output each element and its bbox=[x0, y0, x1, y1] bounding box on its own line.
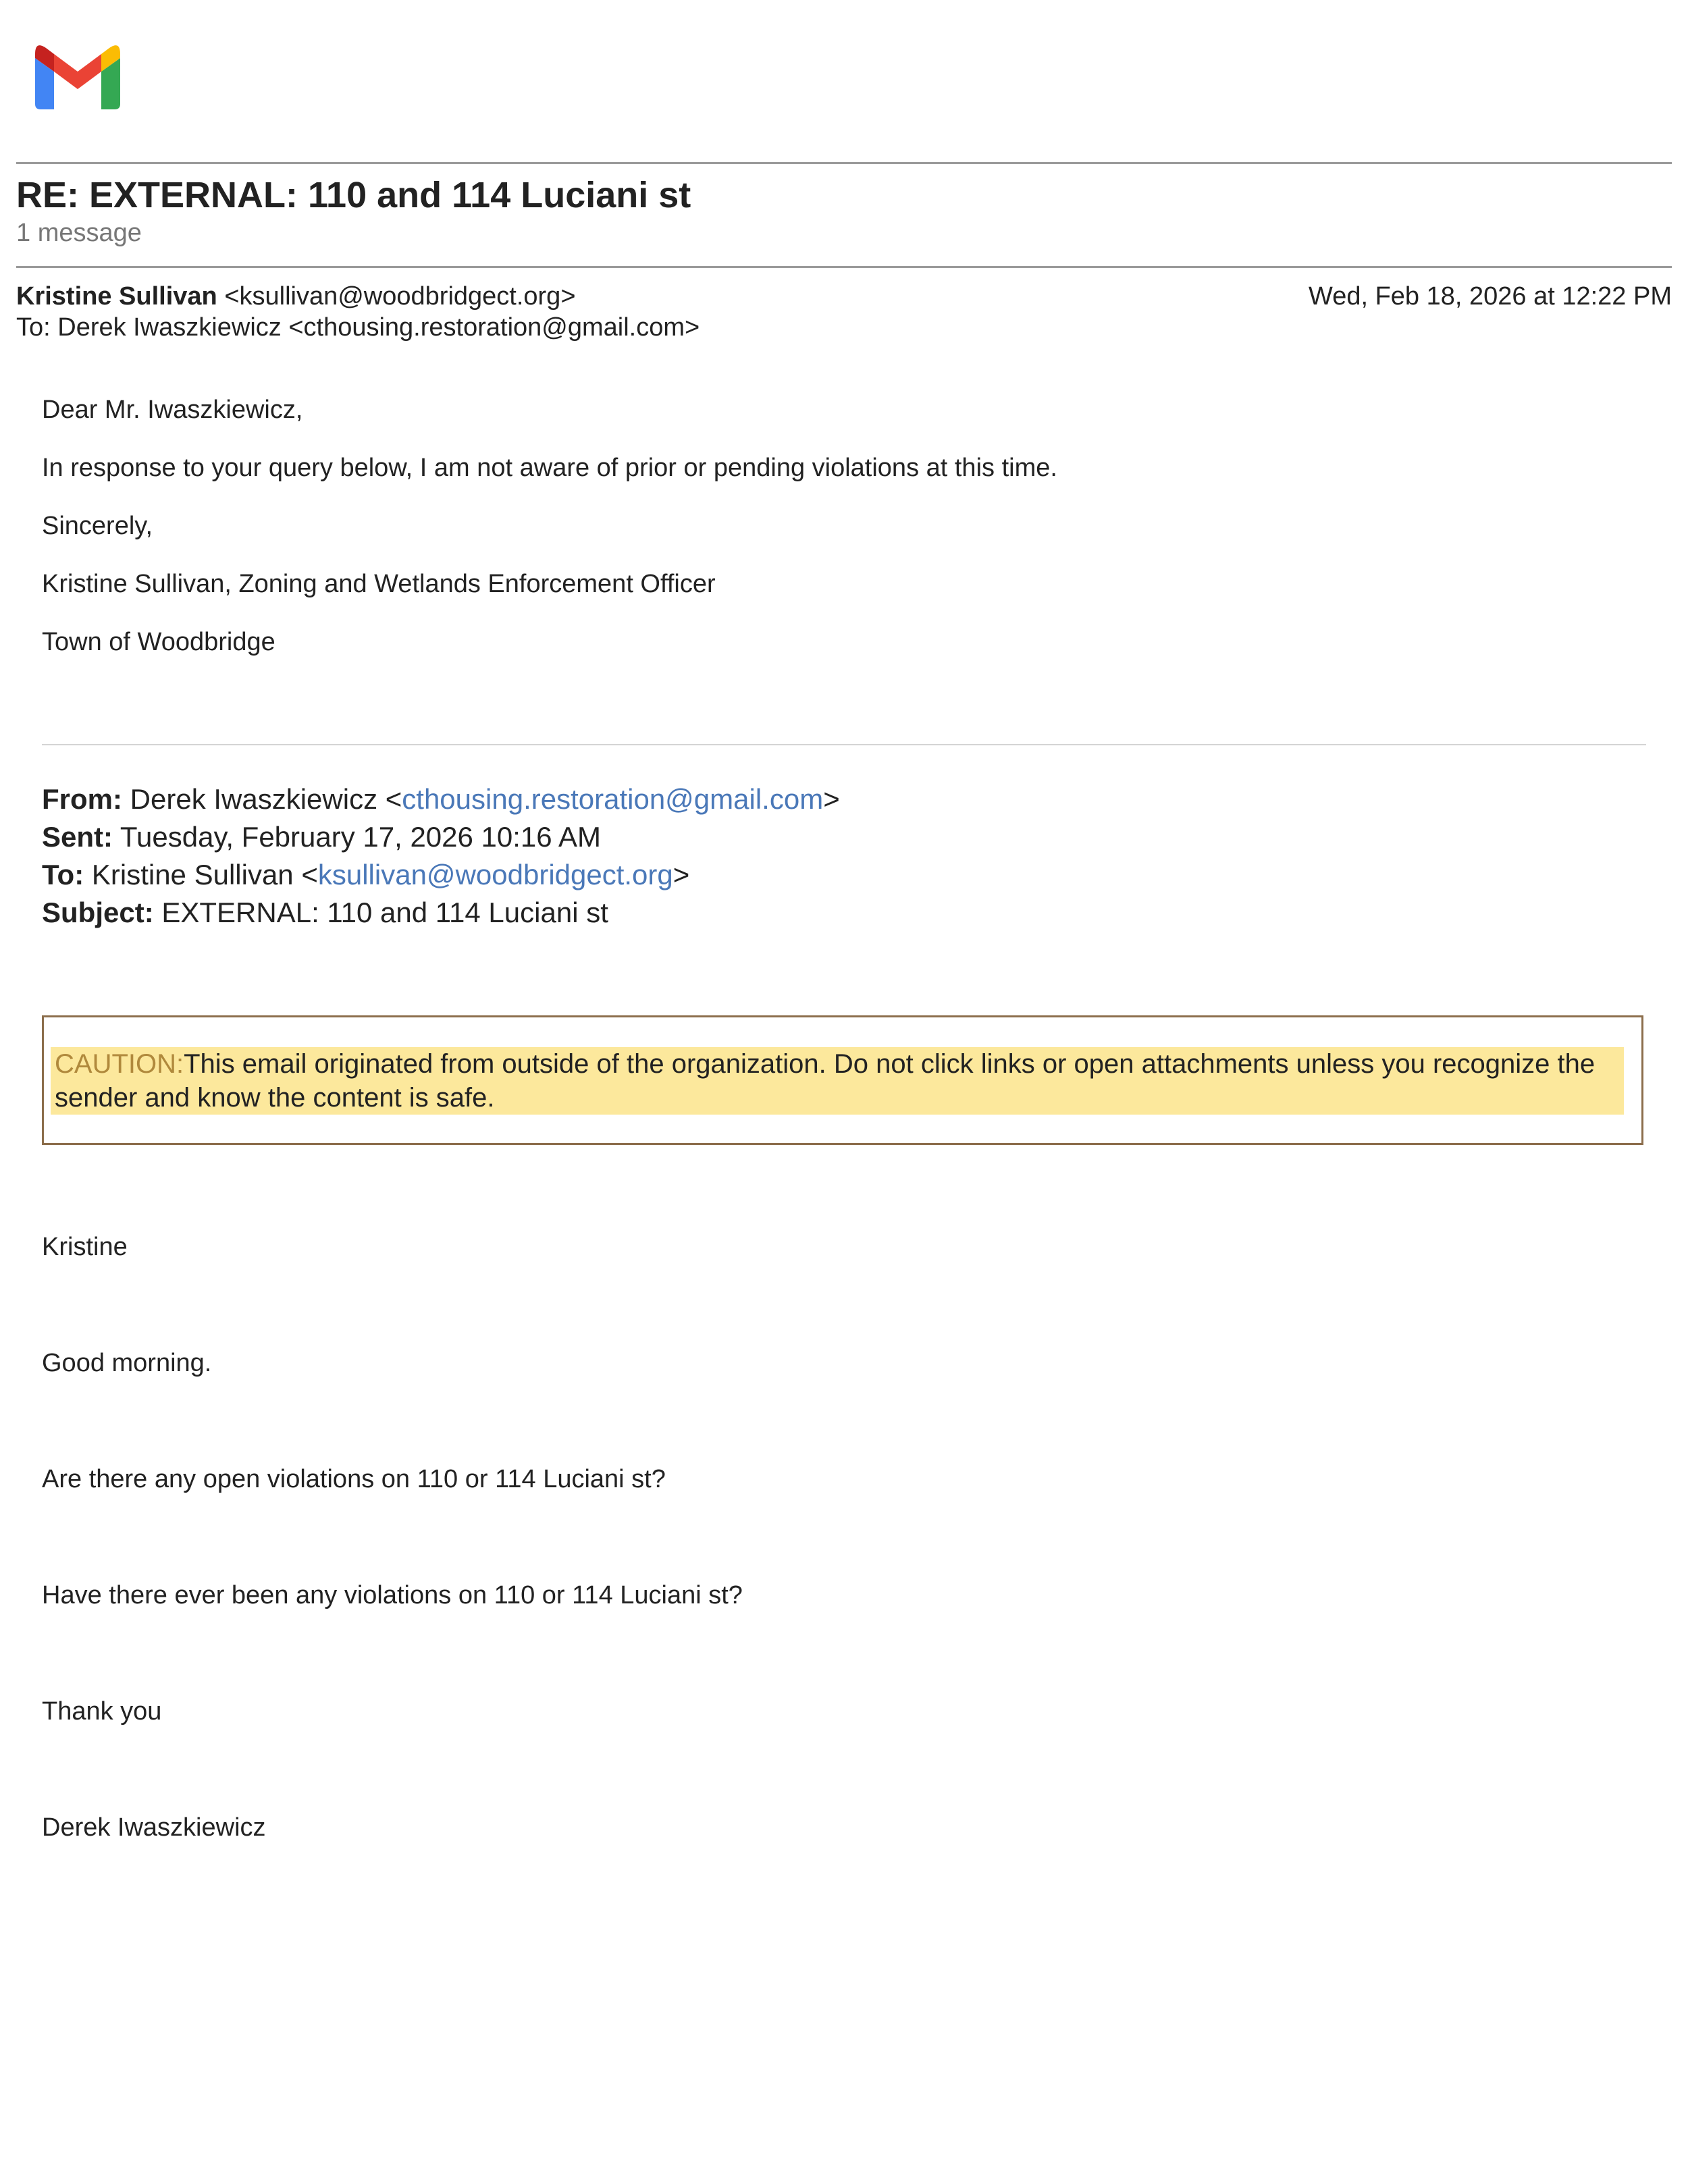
message-count: 1 message bbox=[16, 219, 142, 247]
caution-label: CAUTION: bbox=[55, 1049, 184, 1079]
quoted-from-line bbox=[42, 783, 840, 816]
sender-name: Kristine Sullivan bbox=[16, 282, 217, 311]
quoted-salutation: Kristine bbox=[42, 1233, 128, 1261]
quoted-divider bbox=[42, 744, 1646, 745]
quoted-to-close: > bbox=[672, 859, 690, 890]
signature-name: Kristine Sullivan, Zoning and Wetlands Enforcement Officer bbox=[42, 570, 716, 598]
signature-org: Town of Woodbridge bbox=[42, 628, 275, 656]
sender-email: <ksullivan@woodbridgect.org> bbox=[224, 282, 576, 311]
quoted-to-name: Kristine Sullivan < bbox=[84, 859, 318, 890]
quoted-signature: Derek Iwaszkiewicz bbox=[42, 1813, 266, 1842]
body-paragraph: In response to your query below, I am not aware of prior or pending violations at this time. bbox=[42, 454, 1057, 482]
body-closing: Sincerely, bbox=[42, 512, 153, 540]
caution-message: This email originated from outside of the organization. Do not click links or open attachments unless you recognize the sender and know the content is safe. bbox=[55, 1049, 1595, 1113]
quoted-from-close: > bbox=[823, 783, 840, 815]
quoted-sent-value: Tuesday, February 17, 2026 10:16 AM bbox=[113, 821, 602, 853]
caution-text-block bbox=[51, 1047, 1624, 1115]
body-greeting: Dear Mr. Iwaszkiewicz, bbox=[42, 396, 303, 424]
header-divider bbox=[16, 162, 1672, 164]
gmail-logo-icon bbox=[35, 45, 120, 109]
quoted-to-email-link[interactable]: ksullivan@woodbridgect.org bbox=[317, 859, 673, 890]
quoted-from-name: Derek Iwaszkiewicz < bbox=[122, 783, 402, 815]
thread-subject: RE: EXTERNAL: 110 and 114 Luciani st bbox=[16, 175, 691, 215]
quoted-from-label: From: bbox=[42, 783, 122, 815]
quoted-from-email-link[interactable]: cthousing.restoration@gmail.com bbox=[402, 783, 824, 815]
quoted-subject-value: EXTERNAL: 110 and 114 Luciani st bbox=[153, 897, 608, 928]
recipient-line: To: Derek Iwaszkiewicz <cthousing.restoration@gmail.com> bbox=[16, 313, 700, 342]
quoted-sent-line bbox=[42, 821, 601, 853]
sender-line bbox=[16, 282, 576, 311]
quoted-question-open: Are there any open violations on 110 or 114 Luciani st? bbox=[42, 1465, 666, 1493]
caution-banner bbox=[42, 1015, 1643, 1145]
quoted-to-label: To: bbox=[42, 859, 84, 890]
quoted-subject-line bbox=[42, 897, 608, 929]
message-date: Wed, Feb 18, 2026 at 12:22 PM bbox=[1309, 282, 1672, 311]
quoted-thanks: Thank you bbox=[42, 1697, 162, 1726]
quoted-to-line bbox=[42, 859, 689, 891]
quoted-question-ever: Have there ever been any violations on 110 or 114 Luciani st? bbox=[42, 1581, 743, 1609]
quoted-subject-label: Subject: bbox=[42, 897, 154, 928]
quoted-sent-label: Sent: bbox=[42, 821, 113, 853]
quoted-greeting: Good morning. bbox=[42, 1349, 212, 1377]
message-divider bbox=[16, 266, 1672, 268]
